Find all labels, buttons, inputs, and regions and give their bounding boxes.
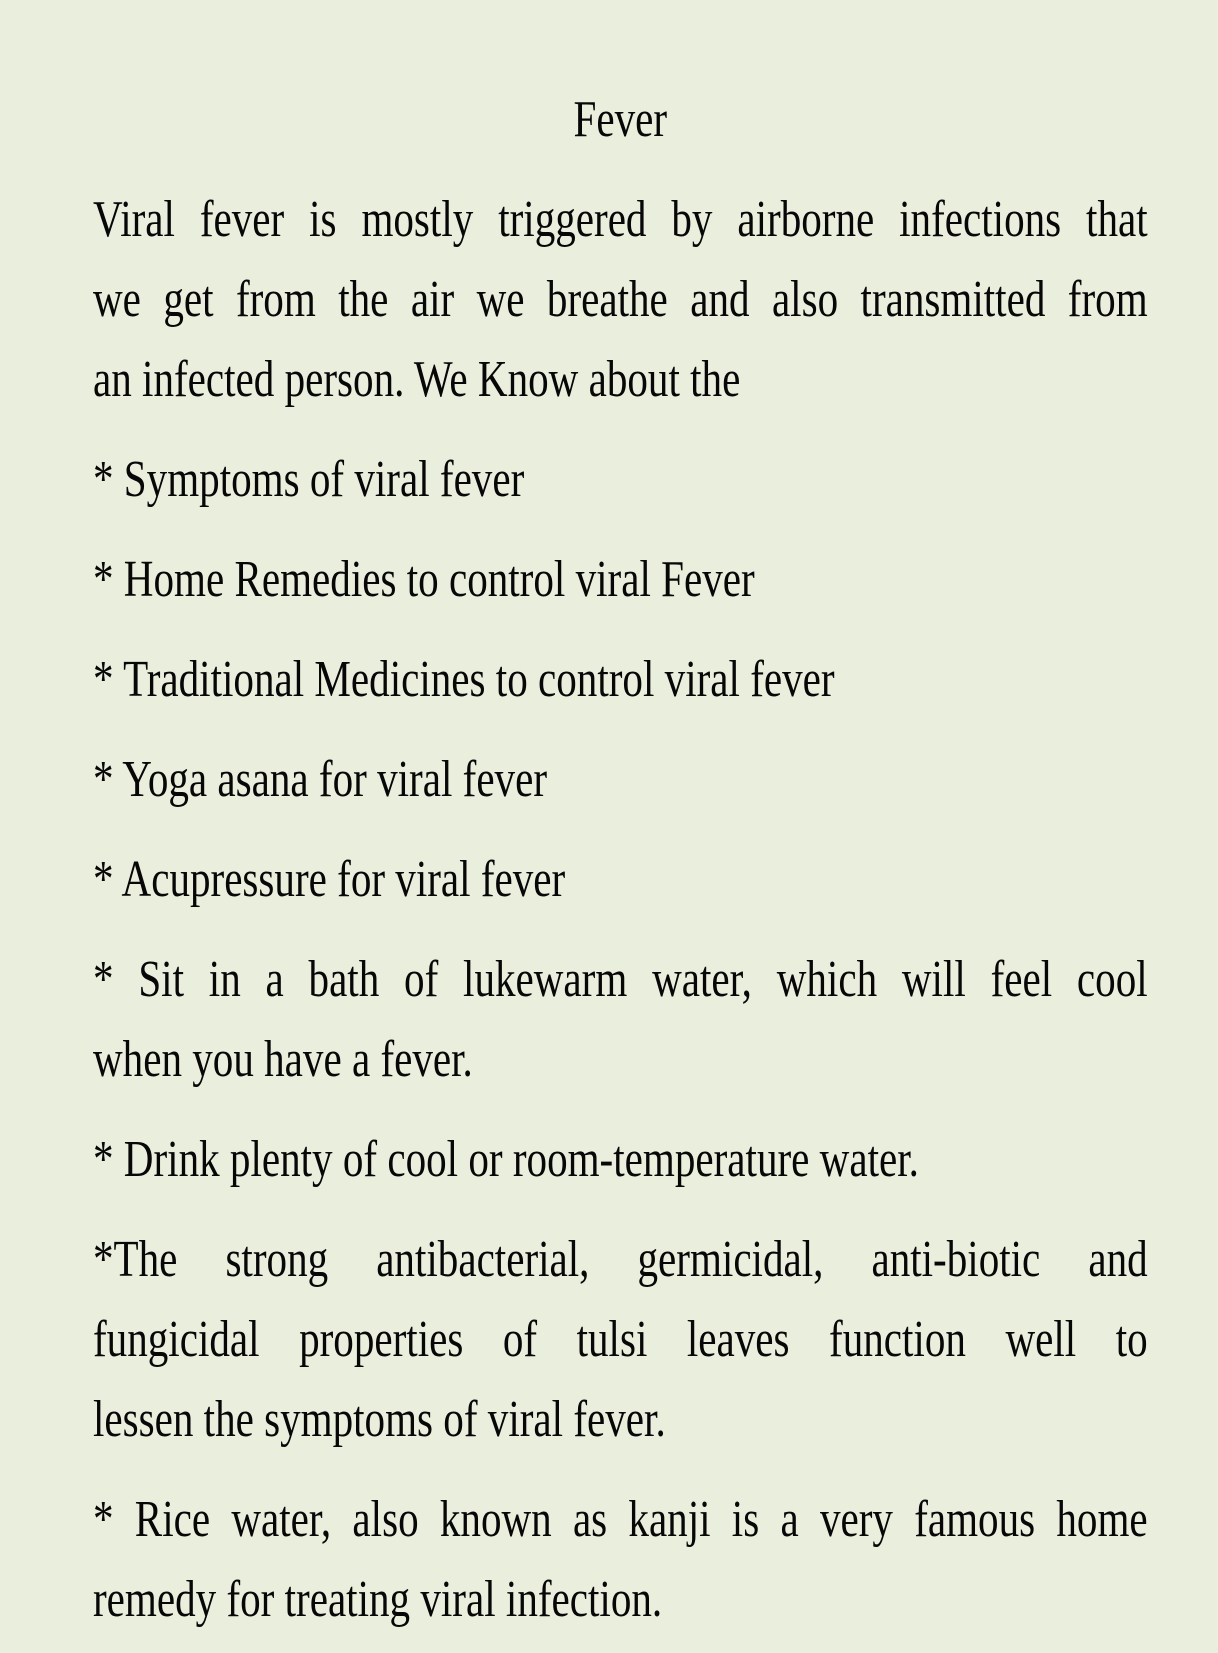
text-line: *The strong antibacterial, germicidal, anti-biotic and: [93, 1231, 1148, 1288]
text-line: * Acupressure for viral fever: [93, 851, 566, 908]
text-line: lessen the symptoms of viral fever.: [93, 1391, 666, 1448]
text-line: * Sit in a bath of lukewarm water, which will feel cool: [93, 951, 1148, 1008]
text-line: * Yoga asana for viral fever: [93, 751, 548, 808]
bullet-item-symptoms: [93, 440, 1148, 520]
text-line: * Traditional Medicines to control viral fever: [93, 651, 835, 708]
bullet-item-tulsi-leaves: [93, 1220, 1148, 1460]
bullet-item-acupressure: [93, 840, 1148, 920]
text-line: * Symptoms of viral fever: [93, 451, 525, 508]
text-line: remedy for treating viral infection.: [93, 1571, 663, 1628]
text-line: fungicidal properties of tulsi leaves function well to: [93, 1311, 1148, 1368]
text-line: Viral fever is mostly triggered by airborne infections that: [93, 191, 1148, 248]
text-line: * Rice water, also known as kanji is a very famous home: [93, 1491, 1148, 1548]
document-sheet: [93, 0, 1148, 1640]
text-line: an infected person. We Know about the: [93, 351, 741, 408]
bullet-item-drink-water: [93, 1120, 1148, 1200]
text-line: we get from the air we breathe and also transmitted from: [93, 271, 1148, 328]
bullet-item-home-remedies: [93, 540, 1148, 620]
text-line: * Home Remedies to control viral Fever: [93, 551, 755, 608]
bullet-item-lukewarm-bath: [93, 940, 1148, 1100]
page-title: Fever: [573, 91, 668, 148]
intro-paragraph: [93, 180, 1148, 420]
bullet-item-rice-water: [93, 1480, 1148, 1640]
bullet-item-traditional-medicines: [93, 640, 1148, 720]
text-line: when you have a fever.: [93, 1031, 473, 1088]
text-line: * Drink plenty of cool or room-temperature water.: [93, 1131, 919, 1188]
bullet-item-yoga-asana: [93, 740, 1148, 820]
